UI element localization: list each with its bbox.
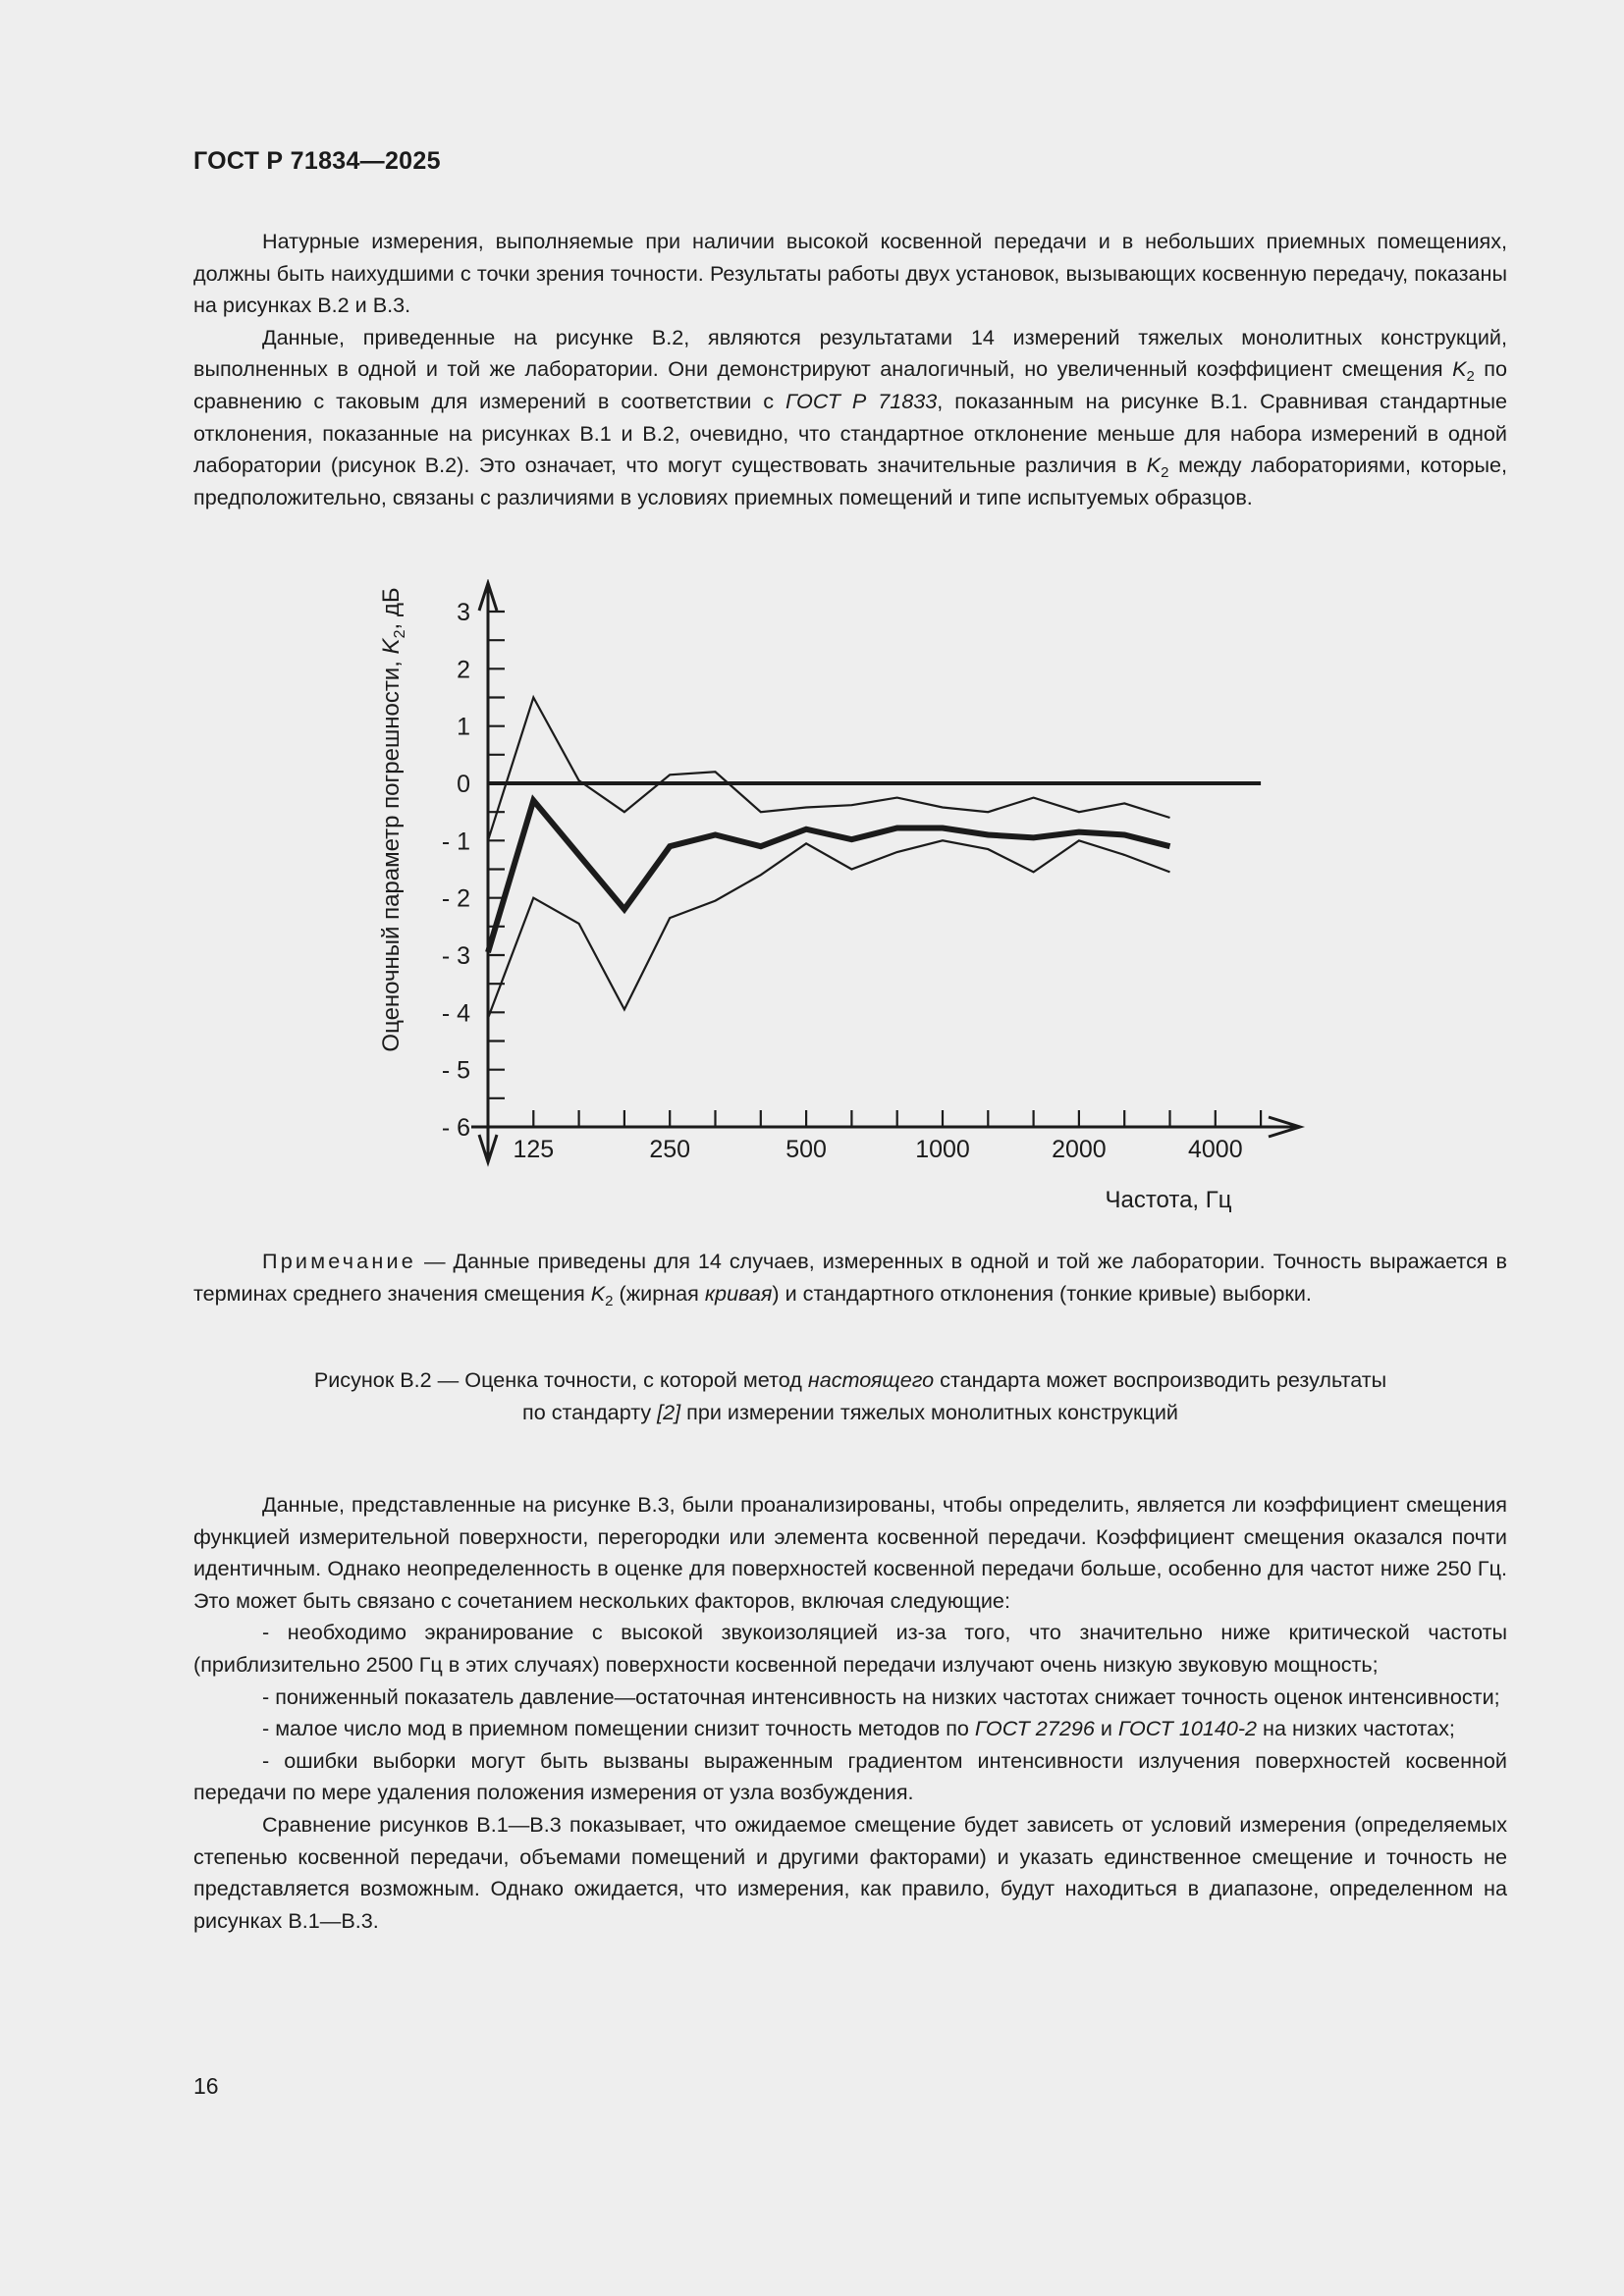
x-tick-label: 2000 [1052,1136,1107,1163]
y-tick-label: - 6 [441,1114,470,1142]
y-tick-label: - 4 [441,999,470,1028]
y-tick-label: - 1 [441,828,470,856]
y-tick-label: - 5 [441,1056,470,1085]
standard-reference: ГОСТ 27296 [974,1716,1095,1741]
x-tick-label: 250 [649,1136,691,1163]
standard-reference: ГОСТ Р 71833 [785,388,938,413]
paragraph: Сравнение рисунков В.1—В.3 показывает, что ожидаемое смещение будет зависеть от условий измерения (определяемых степенью косвенной передачи, объемами помещений и другими факторами) и указать единственное смещение и точность не представляется возможным. Однако ожидается, что измерения, как правило, будут находиться в диапазоне, определенном на рисунках В.1—В.3. [193,1811,1507,1933]
paragraph: Данные, представленные на рисунке В.3, были проанализированы, чтобы определить, является ли коэффициент смещения функцией измерительной поверхности, перегородки или элемента косвенной передачи. Коэффициент смещения оказался почти идентичным. Однако неопределенность в оценке для поверхностей косвенной передачи больше, особенно для частот ниже 250 Гц. Это может быть связано с сочетанием нескольких факторов, включая следующие: [193,1492,1507,1613]
list-item: - необходимо экранирование с высокой звукоизоляцией из-за того, что значительно ниже критической частоты (приблизительно 2500 Гц в этих случаях) поверхности косвенной передачи излучают очень низкую звуковую мощность; [193,1620,1507,1677]
standard-reference: ГОСТ 10140-2 [1117,1716,1258,1741]
figure-note: Примечание — Данные приведены для 14 случаев, измеренных в одной и той же лаборатории. Точность выражается в терминах среднего значения смещения $K_2$ (жирная кривая) и стандартного отклонения (тонкие кривые) выборки. [193,1249,1507,1309]
document-id: ГОСТ Р 71834—2025 [193,147,441,175]
y-axis-label [378,587,408,1051]
svg-text:Оценочный параметр погрешности: Оценочный параметр погрешности, $K_2$, дБ [378,587,408,1052]
series-line-mean [488,801,1170,953]
list-item: - малое число мод в приемном помещении снизит точность методов по ГОСТ 27296 и ГОСТ 10140-2 на низких частотах; [262,1716,1455,1741]
x-tick-label: 1000 [915,1136,970,1163]
list-item: - пониженный показатель давление—остаточная интенсивность на низких частотах снижает точность оценок интенсивности; [262,1683,1500,1709]
x-tick-label: 500 [785,1136,827,1163]
y-tick-label: - 3 [441,942,470,970]
y-tick-label: 0 [457,771,470,798]
accuracy-chart [373,579,1335,1227]
page-number: 16 [193,2073,219,2099]
y-tick-label: 1 [457,713,470,741]
paragraph: Натурные измерения, выполняемые при наличии высокой косвенной передачи и в небольших приемных помещениях, должны быть наихудшими с точки зрения точности. Результаты работы двух установок, вызывающих косвенную передачу, показаны на рисунках В.2 и В.3. [193,229,1507,318]
body-section [193,1489,1507,1937]
series-line-upper [488,698,1170,841]
list-item: - ошибки выборки могут быть вызваны выраженным градиентом интенсивности излучения поверхностей косвенной передачи по мере удаления положения измерения от узла возбуждения. [193,1747,1507,1805]
y-tick-label: 3 [457,599,470,626]
note-label: Примечание [262,1249,416,1273]
y-tick-label: - 2 [441,884,470,913]
x-tick-label: 4000 [1187,1136,1243,1163]
figure-caption: Рисунок В.2 — Оценка точности, с которой метод настоящего стандарта может воспроизводить результаты по стандарту [2] при измерении тяжелых монолитных конструкций [313,1367,1387,1424]
intro-section [193,226,1507,513]
paragraph: Данные, приведенные на рисунке В.2, являются результатами 14 измерений тяжелых монолитных конструкций, выполненных в одной и той же лаборатории. Они демонстрируют аналогичный, но увеличенный коэффициент смещения $K_2$ по сравнению с таковым для измерений в соответствии с ГОСТ Р 71833, показанным на рисунке В.1. Сравнивая стандартные отклонения, показанные на рисунках В.1 и В.2, очевидно, что стандартное отклонение меньше для набора измерений в одной лаборатории (рисунок В.2). Это означает, что могут существовать значительные различия в $K_2$ между лабораториями, которые, предположительно, связаны с различиями в условиях приемных помещений и типе испытуемых образцов. [193,324,1508,509]
x-tick-label: 125 [513,1136,555,1163]
x-axis-label: Частота, Гц [1105,1187,1232,1213]
y-tick-label: 2 [457,656,470,684]
